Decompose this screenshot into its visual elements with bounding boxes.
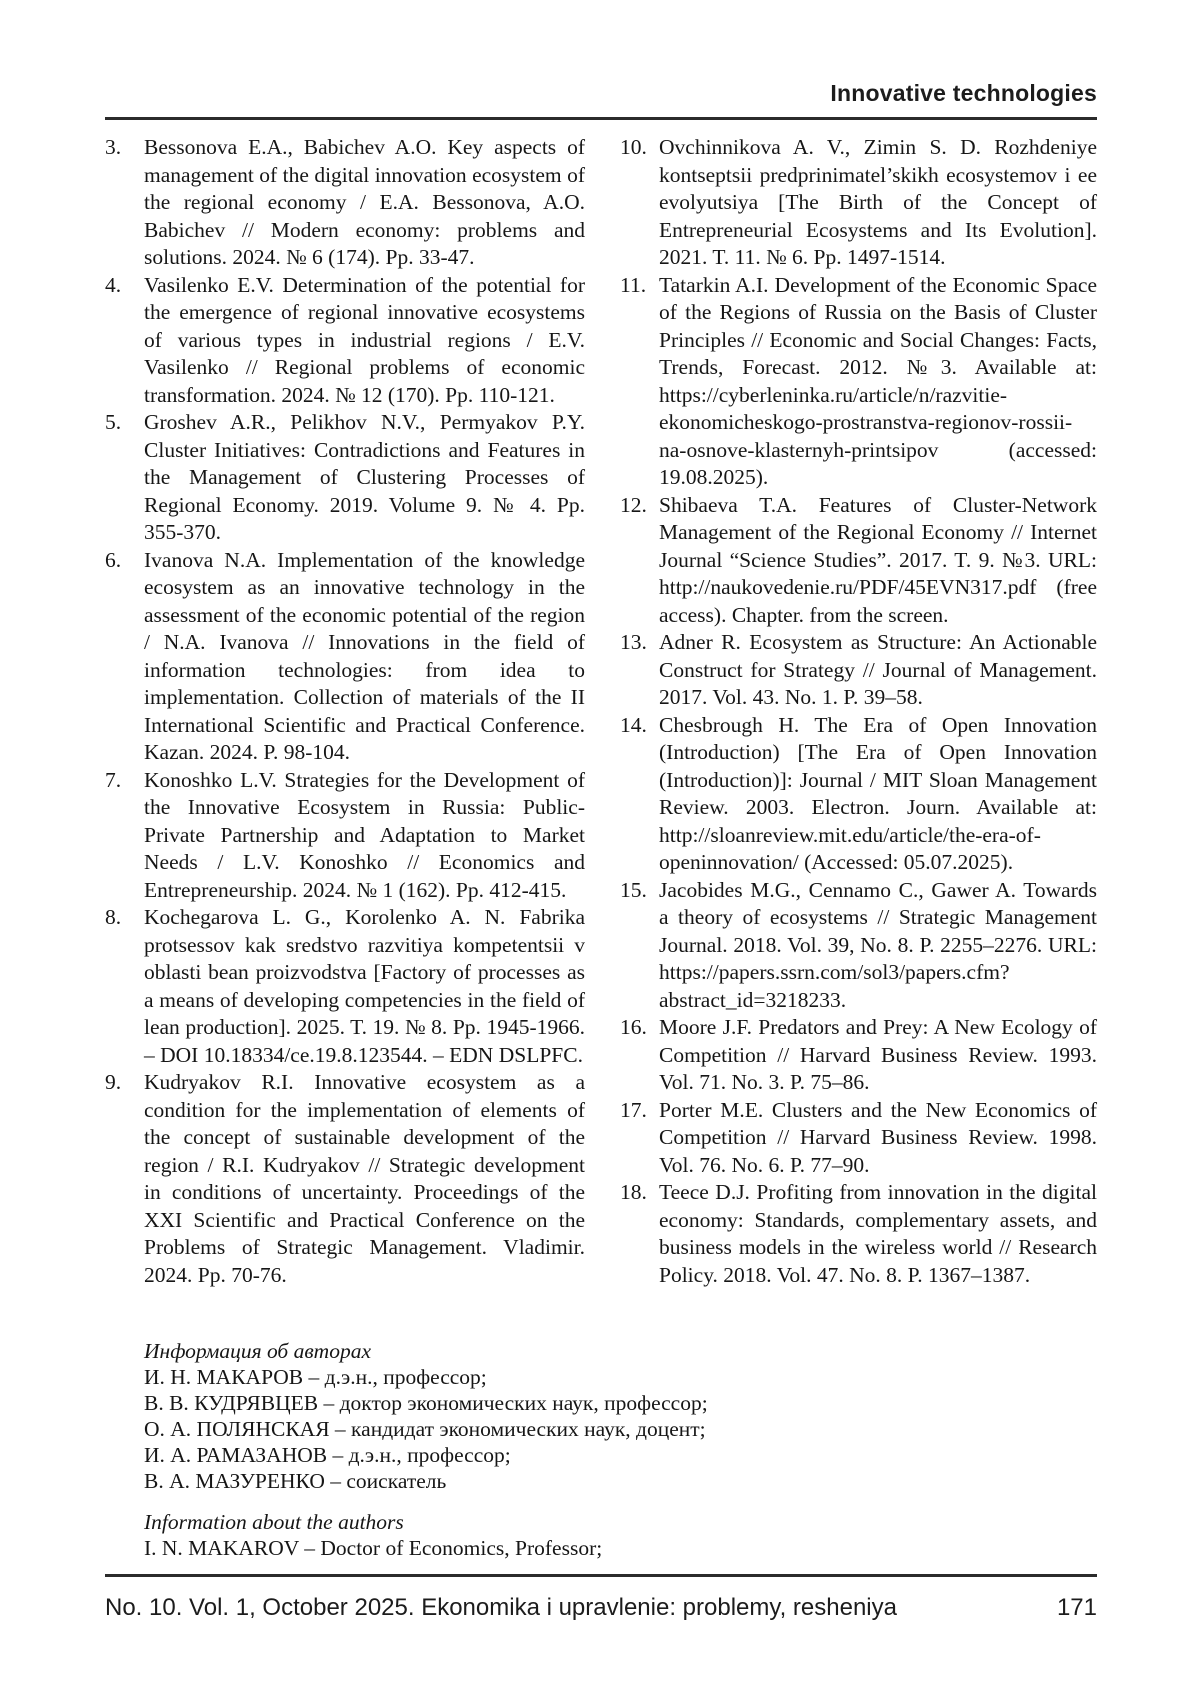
author-line: О. А. ПОЛЯНСКАЯ – кандидат экономических наук, доцент; [144,1417,706,1441]
reference-item-14 [620,712,1097,877]
reference-text: Tatarkin A.I. Development of the Economic Space of the Regions of Russia on the Basis of Cluster Principles // Economic and Social Changes: Facts, Trends, Forecast. 2012. №3. Available at: https://cyberleninka.ru/article/n/razvitie-ekonomicheskogo-prostranstva-regionov-rossii-na-osnove-klasternyh-printsipov (accessed: 19.08.2025). [659,272,1097,489]
author-line: В. В. КУДРЯВЦЕВ – доктор экономических наук, профессор; [144,1391,708,1415]
reference-item-15 [620,877,1097,1015]
reference-text: Bessonova E.A., Babichev A.O. Key aspects of management of the digital innovation ecosystem of the regional economy / E.A. Bessonova, A.O. Babichev // Modern economy: problems and solutions. 2024. № 6 (174). Pp. 33-47. [144,135,585,269]
reference-number: 10. [620,135,647,159]
reference-number: 4. [105,272,122,297]
reference-number: 6. [105,547,122,572]
footer-page-number: 171 [1056,1594,1097,1621]
reference-number: 7. [105,767,122,792]
author-line: В. А. МАЗУРЕНКО – соискатель [144,1469,447,1493]
reference-text: Teece D.J. Profiting from innovation in the digital economy: Standards, complementary assets, and business models in the wireless world // Research Policy. 2018. Vol. 47. No. 8. P. 1367–1387. [659,1180,1097,1287]
authors-info-en [144,1509,1004,1561]
reference-text: Konoshko L.V. Strategies for the Development of the Innovative Ecosystem in Russia: Public-Private Partnership and Adaptation to Market Needs / L.V. Konoshko // Economics and Entrepreneurship. 2024. № 1 (162). Pp. 412-415. [144,767,585,902]
reference-item-17 [620,1097,1097,1180]
author-line: И. А. РАМАЗАНОВ – д.э.н., профессор; [144,1443,511,1467]
authors-info-en-heading: Information about the authors [144,1510,404,1534]
reference-text: Ivanova N.A. Implementation of the knowledge ecosystem as an innovative technology in the assessment of the economic potential of the region / N.A. Ivanova // Innovations in the field of information technologies: from idea to implementation. Collection of materials of the II International Scientific and Practical Conference. Kazan. 2024. P. 98-104. [144,547,585,764]
authors-info-ru-heading: Информация об авторах [144,1339,371,1363]
reference-number: 15. [620,877,647,902]
reference-text: Adner R. Ecosystem as Structure: An Actionable Construct for Strategy // Journal of Management. 2017. Vol. 43. No. 1. P. 39–58. [659,630,1097,709]
footer-issue-line: No. 10. Vol. 1, October 2025. Ekonomika i upravlenie: problemy, resheniya [105,1594,897,1621]
reference-text: Kudryakov R.I. Innovative ecosystem as a condition for the implementation of elements of the concept of sustainable development of the region / R.I. Kudryakov // Strategic development in conditions of uncertainty. Proceedings of the XXI Scientific and Practical Conference on the Problems of Strategic Management. Vladimir. 2024. Pp. 70-76. [144,1070,585,1287]
reference-text: Porter M.E. Clusters and the New Economics of Competition // Harvard Business Review. 1998. Vol. 76. No. 6. P. 77–90. [659,1097,1097,1177]
reference-item-18 [620,1179,1097,1289]
reference-item-4 [105,272,585,410]
reference-item-6 [105,547,585,767]
footer-rule [105,1574,1097,1577]
reference-number: 3. [105,135,122,159]
references-columns [105,134,1097,1289]
reference-item-16 [620,1014,1097,1097]
header-rule [105,117,1097,120]
reference-item-10 [620,134,1097,272]
reference-number: 16. [620,1015,647,1039]
references-column-left [105,134,585,1289]
reference-number: 12. [620,492,647,517]
reference-text: Ovchinnikova A. V., Zimin S. D. Rozhdeniye kontseptsii predprinimatel’skikh ecosystemov i ee evolyutsiya [The Birth of the Concept of Entrepreneurial Ecosystems and Its Evolution]. 2021. T. 11. № 6. Pp. 1497-1514. [659,135,1097,269]
authors-info [144,1338,1004,1561]
reference-item-9 [105,1069,585,1289]
reference-text: Moore J.F. Predators and Prey: A New Ecology of Competition // Harvard Business Review. 1993. Vol. 71. No. 3. P. 75–86. [659,1015,1097,1094]
reference-item-11 [620,272,1097,492]
running-head-title: Innovative technologies [830,80,1097,106]
reference-item-13 [620,629,1097,712]
reference-number: 18. [620,1180,647,1204]
reference-number: 9. [105,1070,122,1094]
reference-text: Chesbrough H. The Era of Open Innovation (Introduction) [The Era of Open Innovation (Introduction)]: Journal / MIT Sloan Management Review. 2003. Electron. Journ. Available at: http://sloanreview.mit.edu/article/the-era-of-openinnovation/ (Accessed: 05.07.2025). [659,712,1097,874]
reference-number: 5. [105,410,122,434]
reference-text: Groshev A.R., Pelikhov N.V., Permyakov P.Y. Cluster Initiatives: Contradictions and Features in the Management of Clustering Processes of Regional Economy. 2019. Volume 9. № 4. Pp. 355-370. [144,410,585,544]
reference-number: 11. [620,272,647,297]
author-line: I. N. MAKAROV – Doctor of Economics, Professor; [144,1536,603,1560]
reference-number: 14. [620,712,647,737]
references-column-right [620,134,1097,1289]
authors-info-ru [144,1338,1004,1494]
reference-text: Jacobides M.G., Cennamo C., Gawer A. Towards a theory of ecosystems // Strategic Management Journal. 2018. Vol. 39, No. 8. P. 2255–2276. URL: https://papers.ssrn.com/sol3/papers.cfm?abstract_id=3218233. [659,877,1097,1012]
author-line: И. Н. МАКАРОВ – д.э.н., профессор; [144,1365,487,1389]
reference-number: 17. [620,1097,647,1122]
reference-text: Vasilenko E.V. Determination of the potential for the emergence of regional innovative ecosystems of various types in industrial regions / E.V. Vasilenko // Regional problems of economic transformation. 2024. № 12 (170). Pp. 110-121. [144,272,585,407]
reference-text: Kochegarova L. G., Korolenko A. N. Fabrika protsessov kak sredstvo razvitiya kompetentsii v oblasti bean proizvodstva [Factory of processes as a means of developing competencies in the field of lean production]. 2025. T. 19. № 8. Pp. 1945-1966. – DOI 10.18334/ce.19.8.123544. – EDN DSLPFC. [144,905,585,1067]
reference-item-3 [105,134,585,272]
reference-number: 8. [105,905,122,929]
reference-item-7 [105,767,585,905]
reference-item-12 [620,492,1097,630]
reference-item-8 [105,904,585,1069]
reference-item-5 [105,409,585,547]
reference-number: 13. [620,630,647,654]
page-footer [105,1594,1097,1622]
reference-text: Shibaeva T.A. Features of Cluster-Network Management of the Regional Economy // Internet Journal “Science Studies”. 2017. T. 9. №3. URL: http://naukovedenie.ru/PDF/45EVN317.pdf (free access). Chapter. from the screen. [659,492,1097,627]
